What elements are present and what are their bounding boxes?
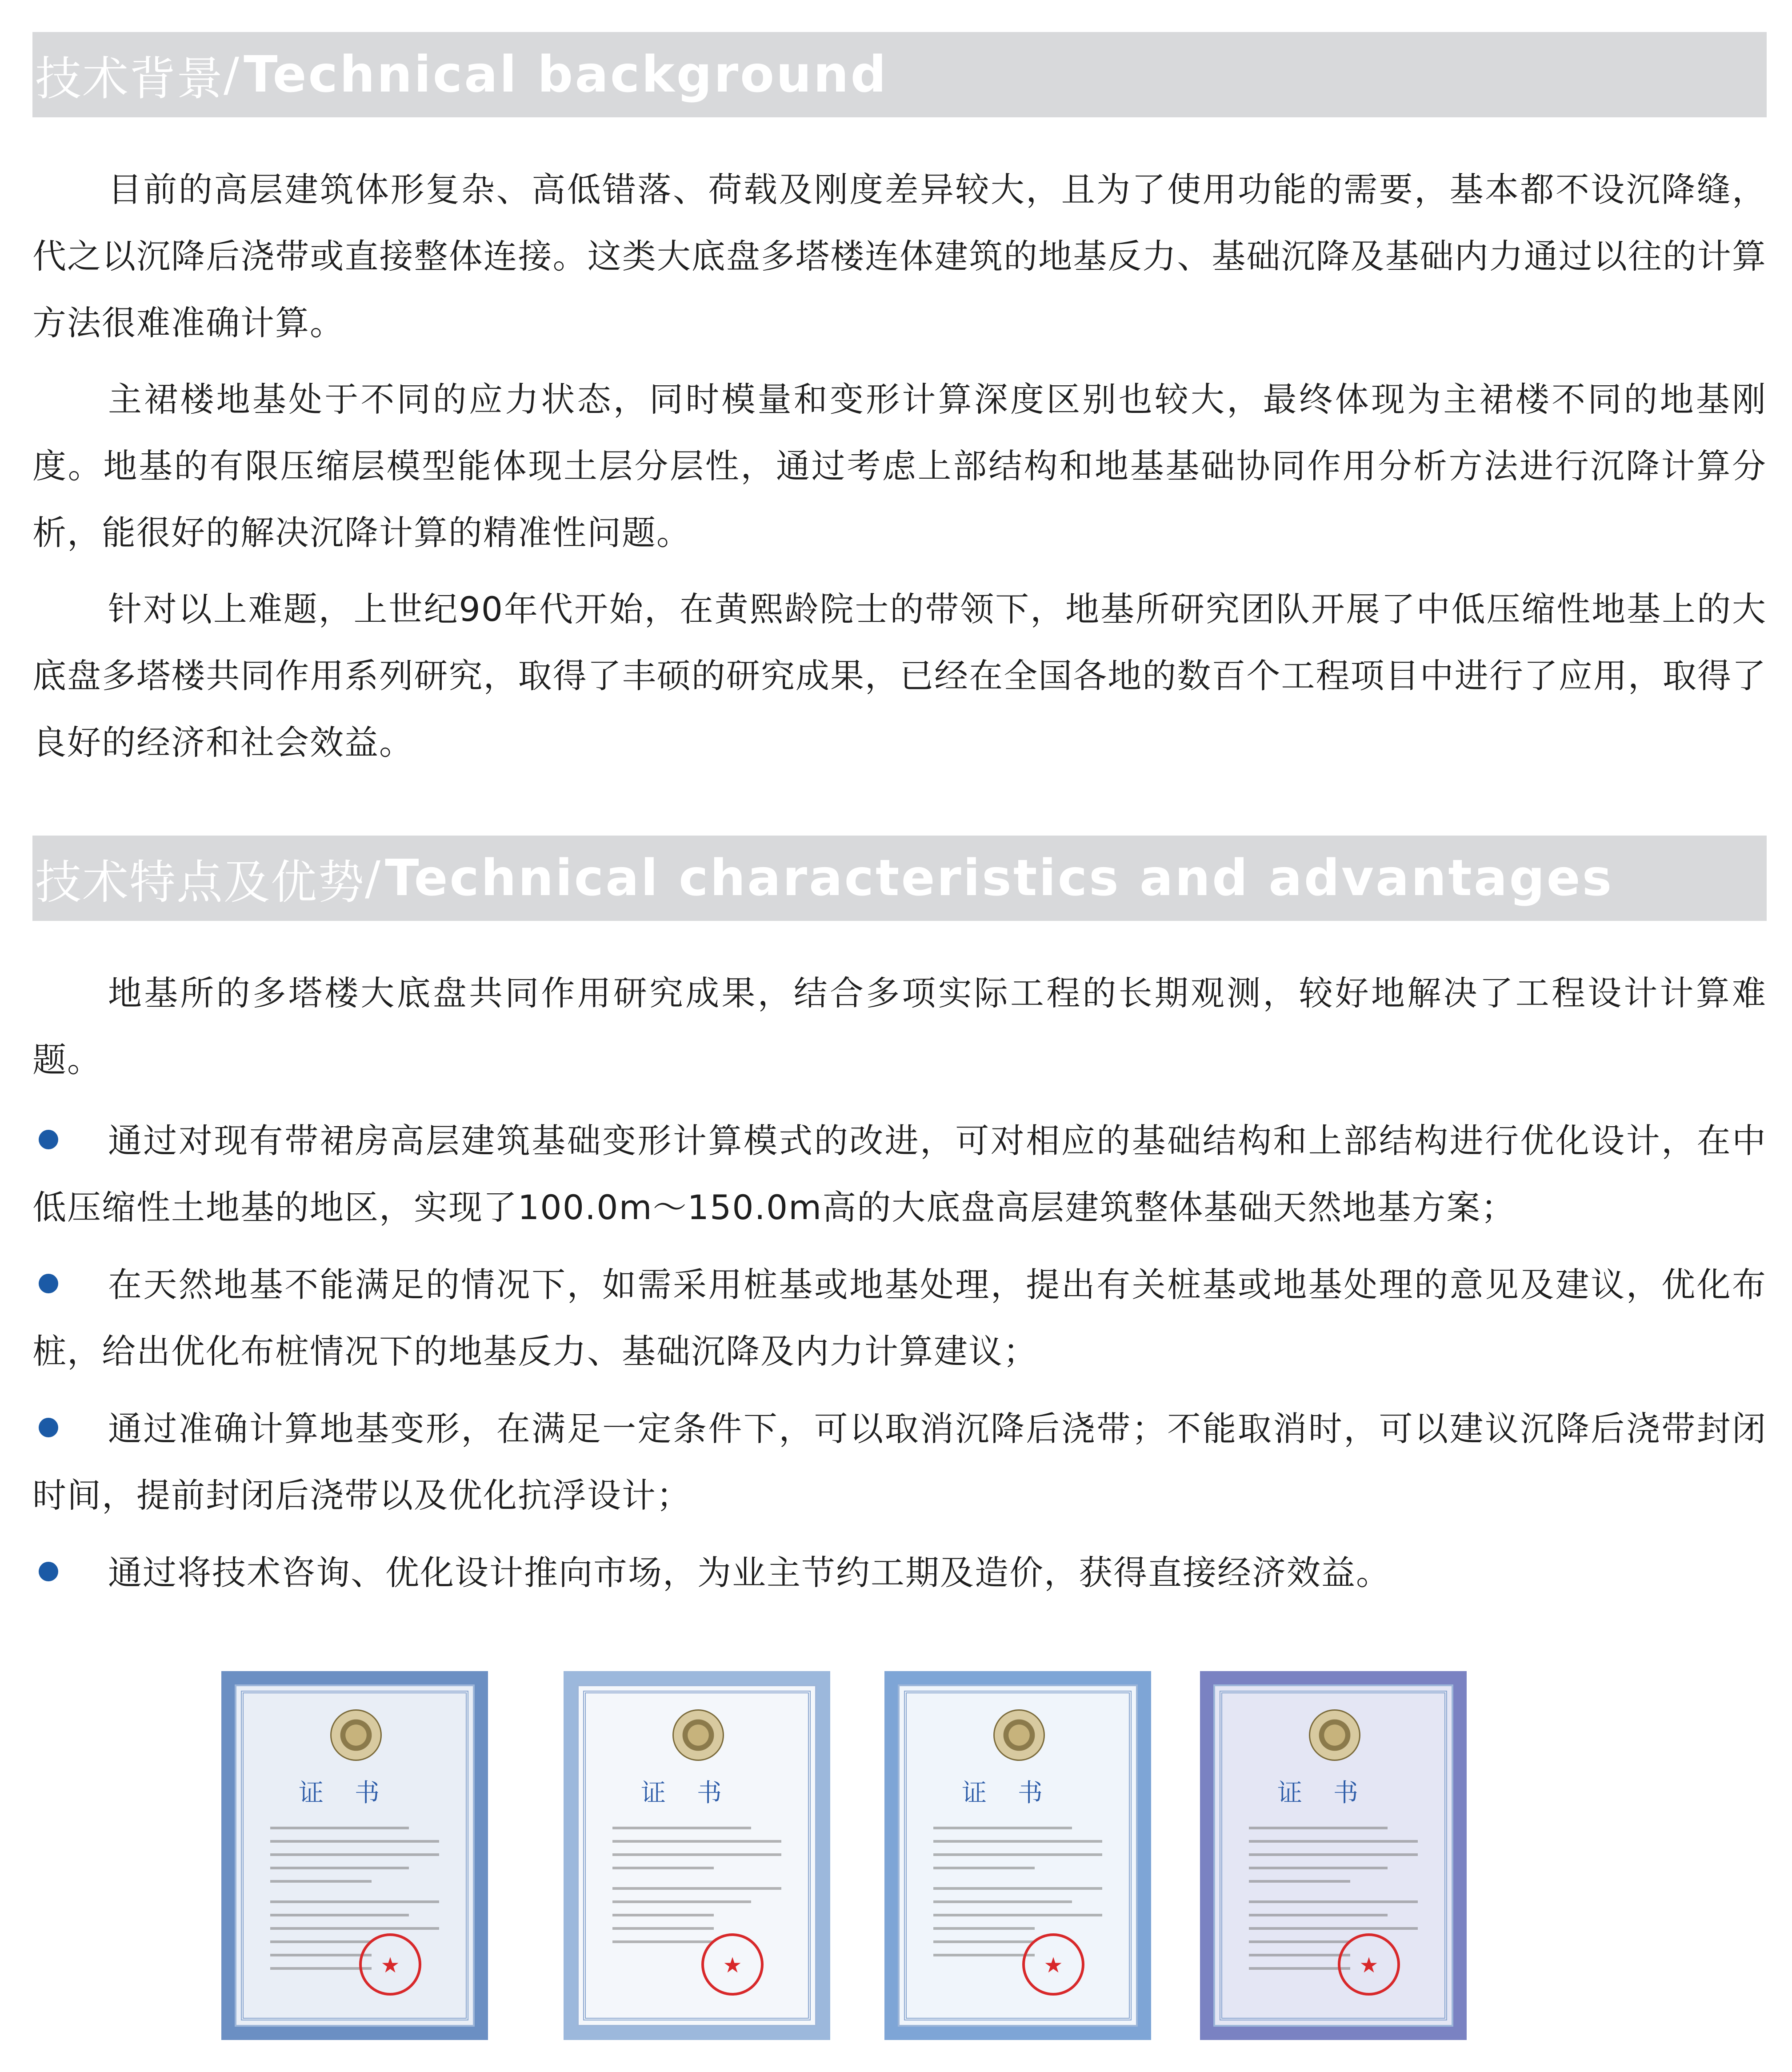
red-seal-icon: [1022, 1933, 1084, 1996]
bullet-dot-icon: [39, 1418, 58, 1437]
bullet-dot-icon: [39, 1130, 58, 1149]
advantages-list: [32, 1108, 1767, 1617]
intro-paragraph: 地基所的多塔楼大底盘共同作用研究成果，结合多项实际工程的长期观测，较好地解决了工程设计计算难题。: [32, 973, 1767, 1080]
title-separator: /: [365, 851, 381, 905]
section-title-en: Technical background: [244, 46, 888, 104]
technical-background-text: [32, 156, 1767, 776]
section-title-cn: 技术背景: [35, 52, 224, 106]
section-header-technical-characteristics: [32, 836, 1767, 921]
certificate-title: 证书: [641, 1779, 753, 1808]
red-seal-icon: [359, 1933, 421, 1996]
certificate-image-2: [564, 1671, 830, 2040]
certificate-text-lines: [612, 1827, 781, 1954]
list-item-text: 通过将技术咨询、优化设计推向市场，为业主节约工期及造价，获得直接经济效益。: [108, 1553, 1391, 1592]
red-seal-icon: [1338, 1933, 1400, 1996]
paragraph: 针对以上难题，上世纪90年代开始，在黄熙龄院士的带领下，地基所研究团队开展了中低压缩性地基上的大底盘多塔楼共同作用系列研究，取得了丰硕的研究成果，已经在全国各地的数百个工程项目中进行了应用，取得了良好的经济和社会效益。: [32, 589, 1767, 762]
section-header-technical-background: [32, 32, 1767, 117]
emblem-icon: [1309, 1709, 1360, 1761]
title-separator: /: [224, 48, 240, 102]
section-title-cn: 技术特点及优势: [35, 855, 365, 909]
list-item-text: 通过对现有带裙房高层建筑基础变形计算模式的改进，可对相应的基础结构和上部结构进行优化设计，在中低压缩性土地基的地区，实现了100.0m～150.0m高的大底盘高层建筑整体基础天然地基方案；: [32, 1121, 1767, 1227]
certificate-image-4: [1200, 1671, 1467, 2040]
list-item: [32, 1396, 1767, 1529]
list-item: [32, 1108, 1767, 1241]
emblem-icon: [993, 1709, 1045, 1761]
certificate-title: 证书: [299, 1779, 411, 1808]
paragraph: 主裙楼地基处于不同的应力状态，同时模量和变形计算深度区别也较大，最终体现为主裙楼不同的地基刚度。地基的有限压缩层模型能体现土层分层性，通过考虑上部结构和地基基础协同作用分析方法进行沉降计算分析，能很好的解决沉降计算的精准性问题。: [32, 380, 1767, 552]
certificate-image-1: [221, 1671, 488, 2040]
certificate-title: 证书: [1277, 1779, 1389, 1808]
list-item: [32, 1540, 1767, 1606]
bullet-dot-icon: [39, 1562, 58, 1581]
emblem-icon: [330, 1709, 382, 1761]
red-seal-icon: [701, 1933, 764, 1996]
emblem-icon: [672, 1709, 724, 1761]
list-item-text: 通过准确计算地基变形，在满足一定条件下，可以取消沉降后浇带；不能取消时，可以建议沉降后浇带封闭时间，提前封闭后浇带以及优化抗浮设计；: [32, 1409, 1767, 1515]
certificate-title: 证书: [962, 1779, 1074, 1808]
section-title-en: Technical characteristics and advantages: [385, 849, 1614, 907]
certificate-image-3: [884, 1671, 1151, 2040]
bullet-dot-icon: [39, 1274, 58, 1293]
list-item: [32, 1252, 1767, 1385]
technical-characteristics-intro: [32, 960, 1767, 1093]
paragraph: 目前的高层建筑体形复杂、高低错落、荷载及刚度差异较大，且为了使用功能的需要，基本都不设沉降缝，代之以沉降后浇带或直接整体连接。这类大底盘多塔楼连体建筑的地基反力、基础沉降及基础内力通过以往的计算方法很难准确计算。: [32, 170, 1767, 343]
list-item-text: 在天然地基不能满足的情况下，如需采用桩基或地基处理，提出有关桩基或地基处理的意见及建议，优化布桩，给出优化布桩情况下的地基反力、基础沉降及内力计算建议；: [32, 1265, 1767, 1371]
